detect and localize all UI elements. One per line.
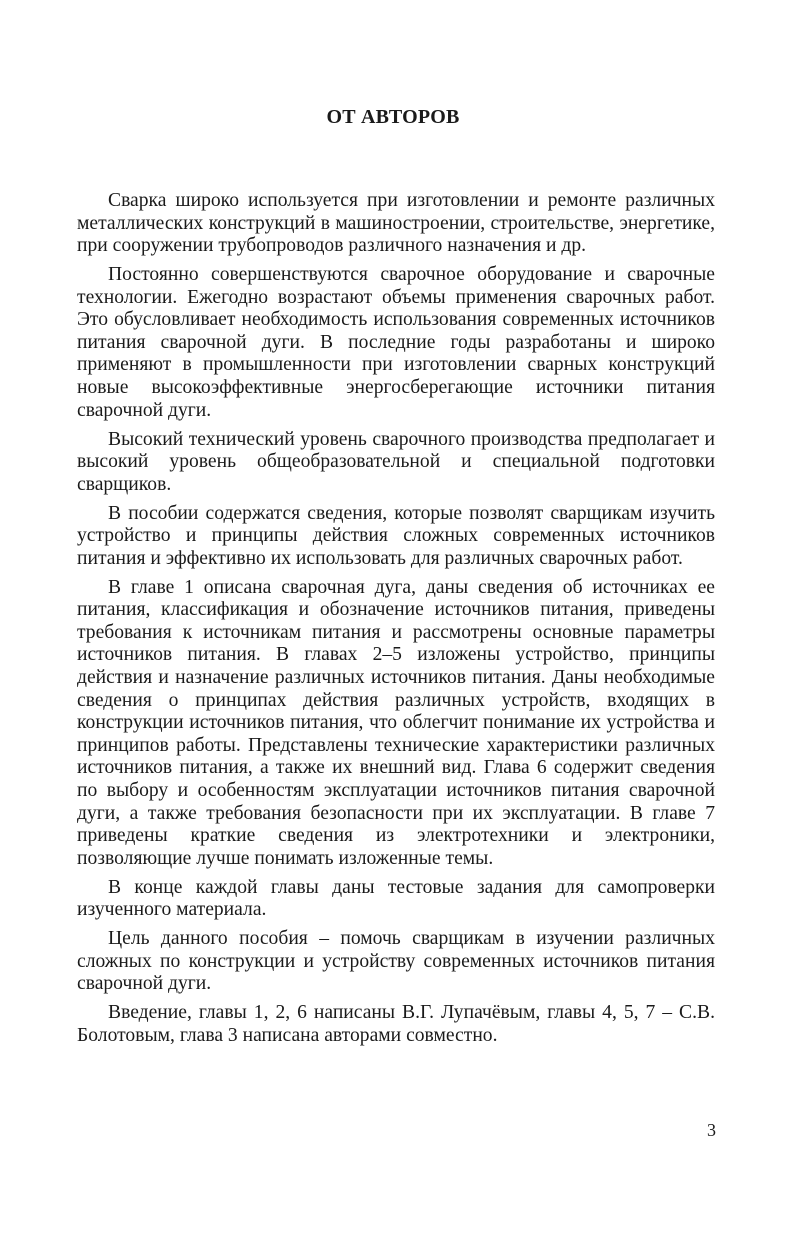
body-text [77,190,715,1054]
paragraph: Постоянно совершенствуются сварочное оборудование и сварочные технологии. Ежегодно возрастают объемы применения сварочных работ. Это обусловливает необходимость использования современных источников питания сварочной дуги. В последние годы разработаны и широко применяют в промышленности при изготовлении сварных конструкций новые высокоэффективные энергосберегающие источники питания сварочной дуги. [77,264,715,421]
paragraph: Сварка широко используется при изготовлении и ремонте различных металлических конструкций в машиностроении, строительстве, энергетике, при сооружении трубопроводов различного назначения и др. [77,190,715,257]
page-title: ОТ АВТОРОВ [326,106,460,128]
page-number: 3 [707,1120,716,1140]
paragraph: В конце каждой главы даны тестовые задания для самопроверки изученного материала. [77,876,715,921]
paragraph: Цель данного пособия – помочь сварщикам в изучении различных сложных по конструкции и устройству современных источников питания сварочной дуги. [77,928,715,995]
paragraph: Введение, главы 1, 2, 6 написаны В.Г. Лупачёвым, главы 4, 5, 7 – С.В. Болотовым, глава 3 написана авторами совместно. [77,1002,715,1046]
paragraph: В главе 1 описана сварочная дуга, даны сведения об источниках ее питания, классификация и обозначение источников питания, приведены требования к источникам питания и рассмотрены основные параметры источников питания. В главах 2–5 изложены устройство, принципы действия и назначение различных источников питания. Даны необходимые сведения о принципах действия различных устройств, входящих в конструкции источников питания, что облегчит понимание их устройства и принципов работы. Представлены технические характеристики различных источников питания, а также их внешний вид. Глава 6 содержит сведения по выбору и особенностям эксплуатации источников питания сварочной дуги, а также требования безопасности при их эксплуатации. В главе 7 приведены краткие сведения из электротехники и электроники, позволяющие лучше понимать изложенные темы. [77,576,715,869]
paragraph: В пособии содержатся сведения, которые позволят сварщикам изучить устройство и принципы действия сложных современных источников питания и эффективно их использовать для различных сварочных работ. [77,502,715,569]
paragraph: Высокий технический уровень сварочного производства предполагает и высокий уровень общеобразовательной и специальной подготовки сварщиков. [77,428,715,495]
